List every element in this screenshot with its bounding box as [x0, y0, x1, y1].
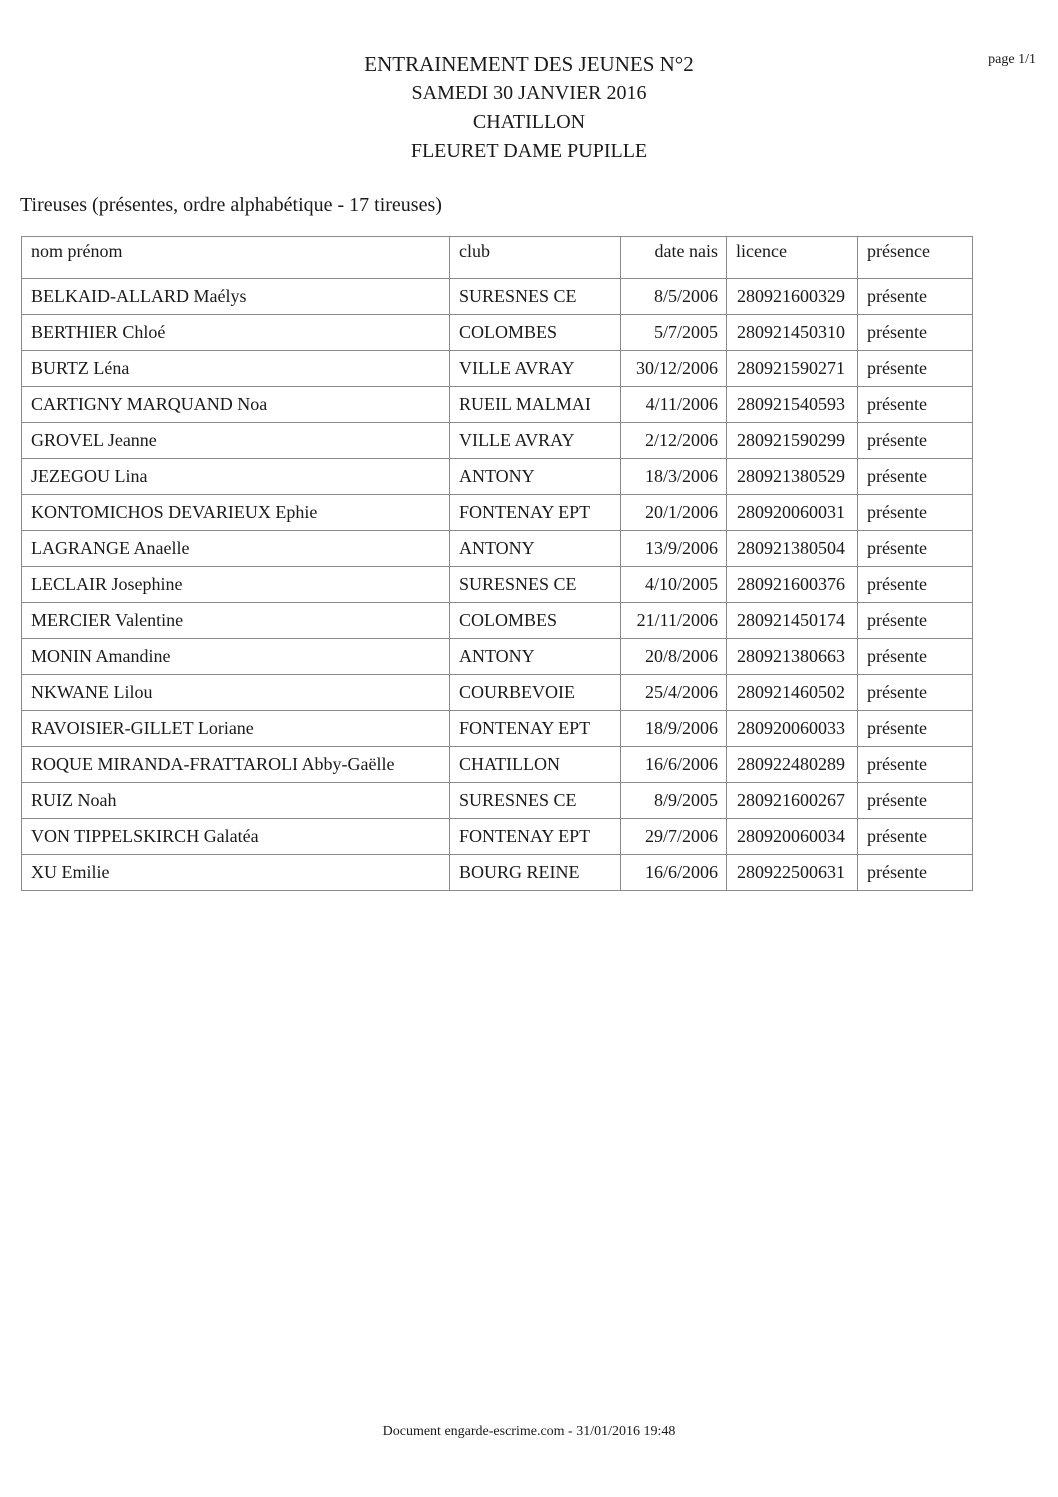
cell-licence: 280921600329 [727, 279, 858, 315]
cell-licence: 280921460502 [727, 675, 858, 711]
cell-name: RUIZ Noah [22, 783, 450, 819]
cell-name: LAGRANGE Anaelle [22, 531, 450, 567]
cell-club: COLOMBES [450, 603, 621, 639]
cell-birthdate: 21/11/2006 [621, 603, 727, 639]
cell-presence: présente [858, 855, 973, 891]
cell-presence: présente [858, 495, 973, 531]
cell-licence: 280921380529 [727, 459, 858, 495]
cell-birthdate: 16/6/2006 [621, 747, 727, 783]
cell-licence: 280921540593 [727, 387, 858, 423]
table-row [22, 495, 973, 531]
section-title: Tireuses (présentes, ordre alphabétique - 17 tireuses) [20, 194, 442, 216]
cell-club: ANTONY [450, 639, 621, 675]
cell-name: NKWANE Lilou [22, 675, 450, 711]
event-title: ENTRAINEMENT DES JEUNES N°2 [364, 52, 694, 76]
cell-licence: 280921380663 [727, 639, 858, 675]
table-row [22, 855, 973, 891]
cell-club: COURBEVOIE [450, 675, 621, 711]
cell-club: CHATILLON [450, 747, 621, 783]
cell-birthdate: 5/7/2005 [621, 315, 727, 351]
cell-name: GROVEL Jeanne [22, 423, 450, 459]
cell-birthdate: 18/9/2006 [621, 711, 727, 747]
fencers-table [21, 236, 973, 891]
cell-presence: présente [858, 783, 973, 819]
column-header-presence: présence [858, 237, 973, 279]
table-body [22, 279, 973, 891]
cell-licence: 280922480289 [727, 747, 858, 783]
column-header-birthdate: date nais [621, 237, 727, 279]
page-number: page 1/1 [988, 52, 1036, 67]
cell-presence: présente [858, 819, 973, 855]
column-header-licence: licence [727, 237, 858, 279]
cell-licence: 280921450310 [727, 315, 858, 351]
table-row [22, 603, 973, 639]
document-header [0, 50, 1058, 166]
cell-presence: présente [858, 711, 973, 747]
cell-name: KONTOMICHOS DEVARIEUX Ephie [22, 495, 450, 531]
cell-birthdate: 18/3/2006 [621, 459, 727, 495]
cell-birthdate: 4/10/2005 [621, 567, 727, 603]
cell-presence: présente [858, 639, 973, 675]
table-row [22, 459, 973, 495]
cell-birthdate: 25/4/2006 [621, 675, 727, 711]
cell-club: COLOMBES [450, 315, 621, 351]
event-date: SAMEDI 30 JANVIER 2016 [411, 82, 647, 104]
table-row [22, 747, 973, 783]
table-row [22, 567, 973, 603]
cell-birthdate: 29/7/2006 [621, 819, 727, 855]
cell-club: FONTENAY EPT [450, 711, 621, 747]
cell-name: MERCIER Valentine [22, 603, 450, 639]
cell-name: LECLAIR Josephine [22, 567, 450, 603]
cell-licence: 280921380504 [727, 531, 858, 567]
cell-club: RUEIL MALMAI [450, 387, 621, 423]
cell-licence: 280921600267 [727, 783, 858, 819]
cell-name: JEZEGOU Lina [22, 459, 450, 495]
column-header-name: nom prénom [22, 237, 450, 279]
cell-club: SURESNES CE [450, 567, 621, 603]
table-row [22, 315, 973, 351]
cell-club: ANTONY [450, 531, 621, 567]
cell-licence: 280920060031 [727, 495, 858, 531]
cell-name: VON TIPPELSKIRCH Galatéa [22, 819, 450, 855]
cell-name: MONIN Amandine [22, 639, 450, 675]
cell-licence: 280921590271 [727, 351, 858, 387]
cell-presence: présente [858, 531, 973, 567]
cell-licence: 280921600376 [727, 567, 858, 603]
cell-club: VILLE AVRAY [450, 423, 621, 459]
cell-licence: 280921590299 [727, 423, 858, 459]
cell-birthdate: 4/11/2006 [621, 387, 727, 423]
cell-club: SURESNES CE [450, 783, 621, 819]
cell-club: SURESNES CE [450, 279, 621, 315]
column-header-club: club [450, 237, 621, 279]
cell-licence: 280920060033 [727, 711, 858, 747]
table-row [22, 423, 973, 459]
cell-presence: présente [858, 603, 973, 639]
cell-birthdate: 20/1/2006 [621, 495, 727, 531]
table-row [22, 387, 973, 423]
cell-presence: présente [858, 387, 973, 423]
cell-club: BOURG REINE [450, 855, 621, 891]
fencers-table-container [21, 236, 973, 891]
table-row [22, 711, 973, 747]
cell-club: VILLE AVRAY [450, 351, 621, 387]
cell-birthdate: 16/6/2006 [621, 855, 727, 891]
cell-birthdate: 20/8/2006 [621, 639, 727, 675]
cell-club: FONTENAY EPT [450, 495, 621, 531]
cell-presence: présente [858, 279, 973, 315]
cell-birthdate: 30/12/2006 [621, 351, 727, 387]
cell-name: CARTIGNY MARQUAND Noa [22, 387, 450, 423]
table-row [22, 279, 973, 315]
table-row [22, 675, 973, 711]
cell-presence: présente [858, 747, 973, 783]
document-footer: Document engarde-escrime.com - 31/01/2016 19:48 [382, 1424, 676, 1439]
table-row [22, 819, 973, 855]
cell-presence: présente [858, 567, 973, 603]
cell-name: BERTHIER Chloé [22, 315, 450, 351]
cell-presence: présente [858, 315, 973, 351]
cell-birthdate: 8/5/2006 [621, 279, 727, 315]
event-location: CHATILLON [472, 111, 586, 133]
cell-presence: présente [858, 459, 973, 495]
table-header-row [22, 237, 973, 279]
cell-birthdate: 8/9/2005 [621, 783, 727, 819]
cell-birthdate: 13/9/2006 [621, 531, 727, 567]
event-category: FLEURET DAME PUPILLE [410, 140, 648, 162]
cell-name: XU Emilie [22, 855, 450, 891]
table-row [22, 531, 973, 567]
table-row [22, 351, 973, 387]
table-row [22, 639, 973, 675]
cell-presence: présente [858, 423, 973, 459]
cell-name: BURTZ Léna [22, 351, 450, 387]
cell-club: FONTENAY EPT [450, 819, 621, 855]
cell-presence: présente [858, 351, 973, 387]
cell-licence: 280922500631 [727, 855, 858, 891]
table-row [22, 783, 973, 819]
cell-name: RAVOISIER-GILLET Loriane [22, 711, 450, 747]
cell-name: BELKAID-ALLARD Maélys [22, 279, 450, 315]
cell-name: ROQUE MIRANDA-FRATTAROLI Abby-Gaëlle [22, 747, 450, 783]
cell-presence: présente [858, 675, 973, 711]
cell-licence: 280920060034 [727, 819, 858, 855]
cell-licence: 280921450174 [727, 603, 858, 639]
cell-club: ANTONY [450, 459, 621, 495]
cell-birthdate: 2/12/2006 [621, 423, 727, 459]
